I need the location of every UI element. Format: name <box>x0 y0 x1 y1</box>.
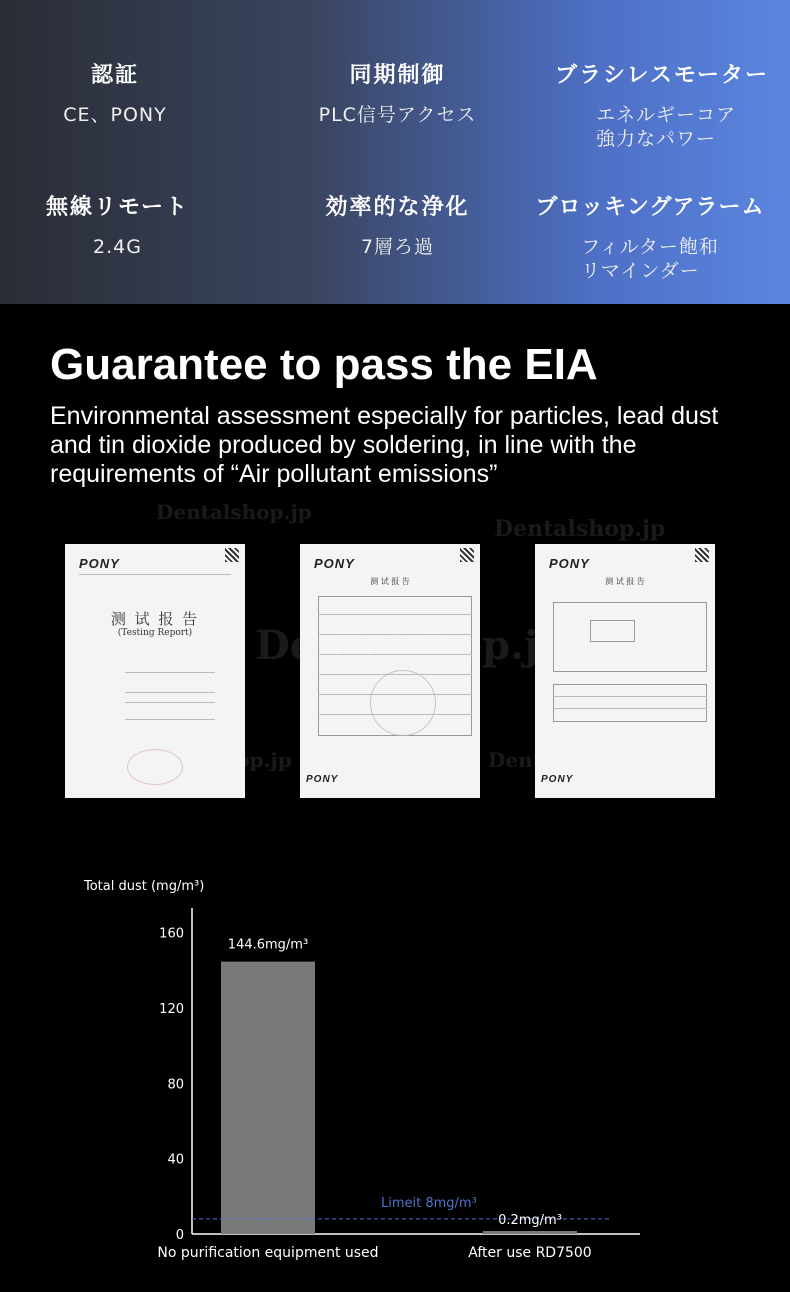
feature-title: 同期制御 <box>349 63 446 88</box>
watermark: Dentalshop.jp <box>494 516 666 542</box>
qr-code-icon <box>460 548 474 562</box>
eia-description: Environmental assessment especially for particles, lead dust and tin dioxide produced by soldering, in line with the requirements of “Air pollutant emissions” <box>50 402 719 488</box>
feature-desc-line: 強力なパワー <box>595 128 716 150</box>
report-title-cn: 测 试 报 告 <box>370 577 410 586</box>
feature-title: 認証 <box>90 63 139 88</box>
data-label: 0.2mg/m³ <box>498 1213 562 1228</box>
feature-sync-control <box>290 58 505 127</box>
bar <box>221 962 315 1234</box>
feature-desc: PLC信号アクセス <box>318 104 477 126</box>
watermark: Dentalshop.jp <box>156 500 312 524</box>
y-tick-label: 80 <box>167 1077 184 1093</box>
qr-code-icon <box>225 548 239 562</box>
results-table <box>553 684 707 722</box>
pony-logo: PONY <box>79 556 120 571</box>
y-axis-label: Total dust (mg/m³) <box>84 879 205 894</box>
feature-desc-line: フィルター飽和 <box>581 236 719 258</box>
pony-logo: PONY <box>306 774 339 785</box>
x-tick-label: After use RD7500 <box>468 1245 592 1261</box>
feature-title: ブラシレスモーター <box>555 63 769 88</box>
y-tick-label: 40 <box>167 1152 184 1168</box>
feature-wireless-remote <box>30 190 205 259</box>
feature-purification <box>305 190 490 259</box>
y-tick-label: 160 <box>159 926 184 942</box>
feature-desc-line: エネルギーコア <box>595 104 736 126</box>
feature-blocking-alarm <box>514 190 786 283</box>
feature-desc: CE、PONY <box>63 104 167 126</box>
data-label: 144.6mg/m³ <box>227 937 309 953</box>
feature-desc: 2.4G <box>93 236 142 258</box>
x-tick-label: No purification equipment used <box>157 1245 379 1261</box>
report-title-cn: 测 试 报 告 <box>605 577 645 586</box>
eia-title: Guarantee to pass the EIA <box>50 340 598 389</box>
test-report-document <box>300 544 480 798</box>
y-tick-label: 0 <box>175 1228 184 1243</box>
photo-inner <box>590 620 635 642</box>
watermark: Dentalshop.jp <box>255 622 567 669</box>
qr-code-icon <box>695 548 709 562</box>
stamp-icon <box>370 670 436 736</box>
pony-logo: PONY <box>314 556 355 571</box>
feature-desc: 7層ろ過 <box>360 236 435 258</box>
report-title-cn: 测 试 报 告 <box>110 610 200 628</box>
limit-label: Limeit 8mg/m³ <box>381 1195 477 1211</box>
report-title-en: (Testing Report) <box>117 628 193 638</box>
pony-logo: PONY <box>541 774 574 785</box>
feature-desc <box>581 235 719 283</box>
bar <box>483 1231 577 1234</box>
feature-desc <box>596 103 736 151</box>
feature-desc-line: リマインダー <box>581 260 700 282</box>
pony-logo: PONY <box>549 556 590 571</box>
watermark: Dentalshop.jp <box>488 748 644 772</box>
y-tick-label: 120 <box>159 1001 184 1017</box>
feature-title: ブロッキングアラーム <box>535 195 765 220</box>
watermark: Dentalshop.jp <box>136 748 292 772</box>
feature-brushless-motor <box>538 58 786 151</box>
feature-title: 効率的な浄化 <box>325 195 470 220</box>
total-dust-chart <box>0 860 790 1280</box>
feature-certification <box>40 58 190 127</box>
features-banner <box>0 0 790 304</box>
feature-title: 無線リモート <box>45 195 190 220</box>
